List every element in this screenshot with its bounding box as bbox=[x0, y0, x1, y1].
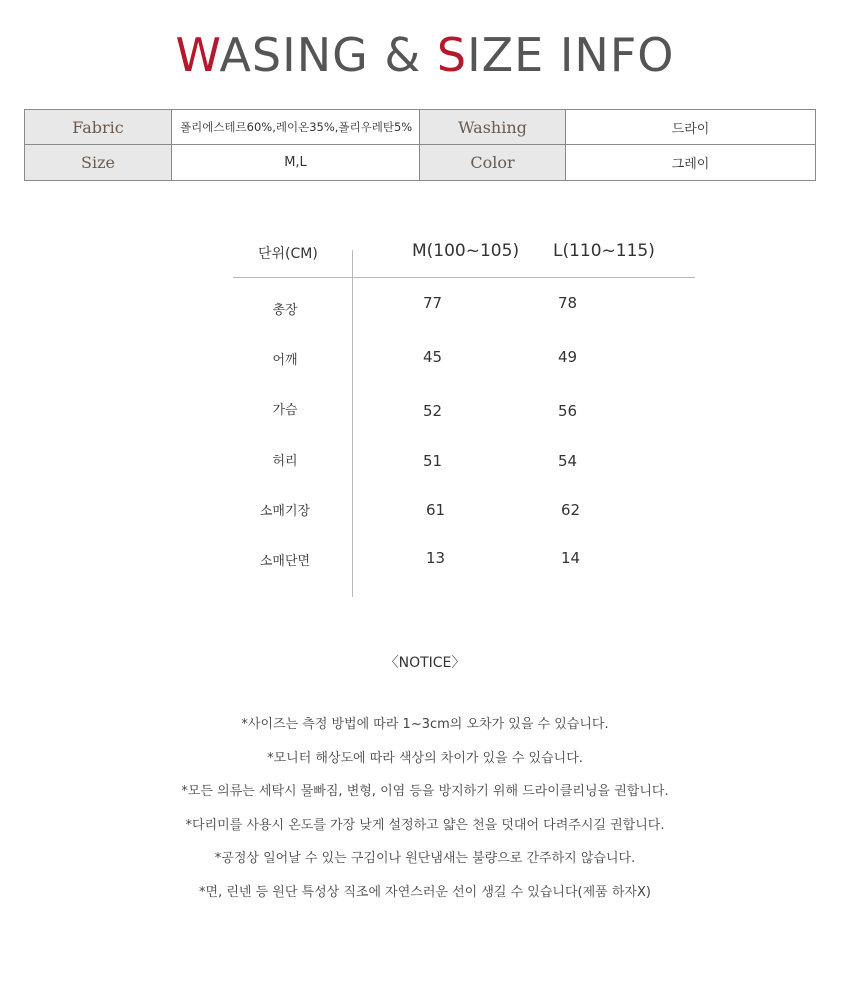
unit-header: 단위(CM) bbox=[258, 246, 318, 262]
notice-title: 〈NOTICE〉 bbox=[384, 655, 466, 671]
notice-item: *모든 의류는 세탁시 물빠짐, 변형, 이염 등을 방지하기 위해 드라이클리닝을 권합니다. bbox=[181, 784, 669, 799]
value-m-total-length: 77 bbox=[423, 294, 443, 312]
value-l-total-length: 78 bbox=[558, 294, 578, 312]
notice-item: *다리미를 사용시 온도를 가장 낮게 설정하고 얇은 천을 덧대어 다려주시길 권합니다. bbox=[185, 817, 665, 833]
notice-item: *사이즈는 측정 방법에 따라 1~3cm의 오차가 있을 수 있습니다. bbox=[241, 717, 609, 732]
value-m-chest: 52 bbox=[423, 402, 443, 420]
value-l-chest: 56 bbox=[558, 402, 578, 420]
notice-item: *모니터 해상도에 따라 색상의 차이가 있을 수 있습니다. bbox=[267, 750, 583, 766]
fabric-value: 폴리에스테르60%,레이온35%,폴리우레탄5% bbox=[172, 110, 420, 145]
row-label-sleeve-opening: 소매단면 bbox=[259, 554, 311, 569]
product-info-table bbox=[24, 109, 816, 181]
row-label-chest: 가슴 bbox=[272, 403, 298, 418]
size-value: M,L bbox=[172, 145, 420, 180]
title-part-size-info: IZE INFO bbox=[467, 28, 675, 82]
value-l-sleeve-length: 62 bbox=[561, 501, 581, 519]
notice-item: *면, 린넨 등 원단 특성상 직조에 자연스러운 선이 생길 수 있습니다(제품 하자X) bbox=[199, 884, 651, 900]
value-m-sleeve-opening: 13 bbox=[426, 549, 446, 567]
title-letter-s: S bbox=[436, 28, 468, 82]
row-label-waist: 허리 bbox=[272, 454, 298, 469]
value-l-shoulder: 49 bbox=[558, 348, 578, 366]
size-label: Size bbox=[25, 145, 172, 180]
color-label: Color bbox=[420, 145, 566, 180]
size-column-m: M(100~105) bbox=[412, 241, 520, 261]
fabric-label: Fabric bbox=[25, 110, 172, 145]
washing-value: 드라이 bbox=[566, 110, 815, 145]
size-chart-header-divider bbox=[233, 277, 695, 278]
value-l-sleeve-opening: 14 bbox=[561, 549, 581, 567]
value-m-sleeve-length: 61 bbox=[426, 501, 446, 519]
title-part-asing: ASING & bbox=[219, 28, 437, 82]
size-column-l: L(110~115) bbox=[553, 241, 655, 261]
title-letter-w: W bbox=[175, 28, 220, 82]
size-chart-column-divider bbox=[352, 250, 353, 597]
row-label-total-length: 총장 bbox=[272, 303, 298, 318]
notice-item: *공정상 일어날 수 있는 구김이나 원단냄새는 불량으로 간주하지 않습니다. bbox=[214, 851, 636, 866]
row-label-shoulder: 어깨 bbox=[272, 353, 298, 368]
value-m-waist: 51 bbox=[423, 452, 443, 470]
row-label-sleeve-length: 소매기장 bbox=[259, 504, 311, 519]
page-title bbox=[0, 28, 850, 82]
value-l-waist: 54 bbox=[558, 452, 578, 470]
color-value: 그레이 bbox=[671, 157, 710, 172]
size-chart bbox=[233, 232, 695, 597]
notice-list bbox=[0, 714, 850, 915]
value-m-shoulder: 45 bbox=[423, 348, 443, 366]
washing-label: Washing bbox=[420, 110, 566, 145]
